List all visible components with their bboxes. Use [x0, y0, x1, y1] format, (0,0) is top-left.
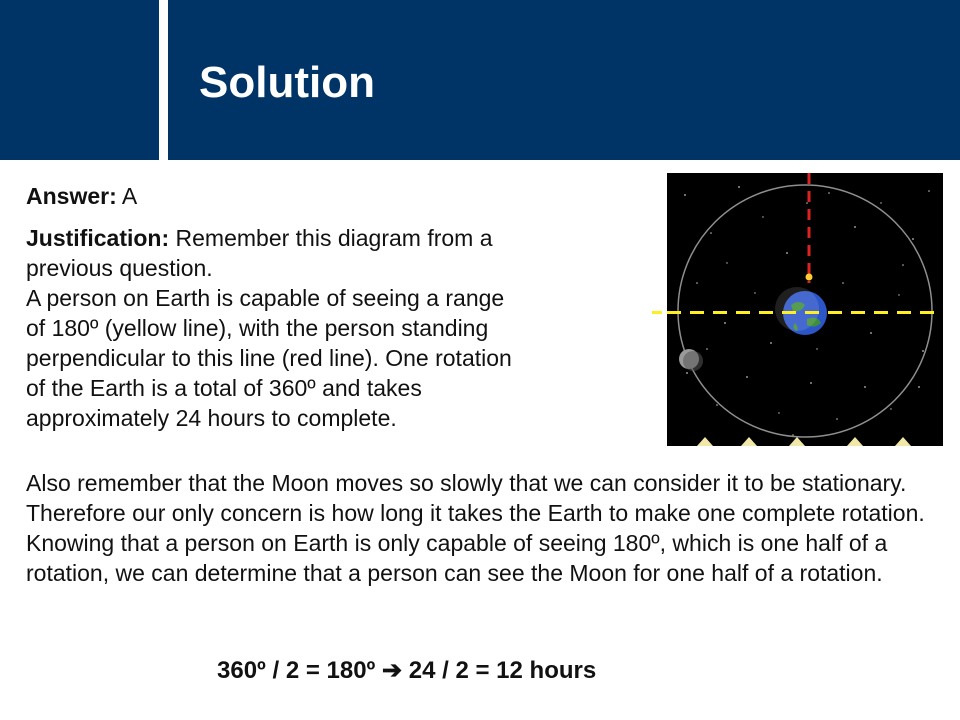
earth-moon-diagram: [667, 173, 943, 446]
moon-shadow: [683, 351, 703, 371]
equation-part-2: 24 / 2 = 12 hours: [408, 657, 597, 684]
justification-text: Remember this diagram from a: [175, 225, 493, 251]
horizon-markers: [697, 437, 911, 446]
diagram-svg: [667, 173, 943, 446]
justification-line: perpendicular to this line (red line). One rotation: [26, 345, 512, 371]
yellow-line-extension: [652, 311, 667, 314]
observer-marker: [806, 274, 813, 281]
justification-line: of 180º (yellow line), with the person standing: [26, 315, 489, 341]
answer-label: Answer:: [26, 183, 117, 209]
justification-line: approximately 24 hours to complete.: [26, 405, 397, 431]
answer-line: [26, 181, 137, 211]
answer-value: A: [121, 183, 138, 209]
justification-line: of the Earth is a total of 360º and takes: [26, 375, 422, 401]
equation: [217, 656, 596, 685]
page-title: Solution: [199, 58, 375, 107]
justification-line: previous question.: [26, 255, 213, 281]
earth-shade: [775, 287, 819, 331]
equation-part-1: 360º / 2 = 180º: [217, 657, 376, 684]
justification-block: [26, 223, 646, 433]
justification-label: Justification:: [26, 225, 170, 251]
header-accent-bar: [0, 0, 159, 160]
also-paragraph: Also remember that the Moon moves so slowly that we can consider it to be stationary. Therefore our only concern is how long it takes the Earth to make one complete rotation. Knowing that a person on Earth is only capable of seeing 180º, which is one half of a rotation, we can determine that a person can see the Moon for one half of a rotation.: [26, 470, 925, 586]
justification-line: [26, 223, 646, 253]
justification-line: A person on Earth is capable of seeing a range: [26, 285, 505, 311]
arrow-icon: ➔: [382, 657, 403, 684]
header-bar: [168, 0, 960, 160]
